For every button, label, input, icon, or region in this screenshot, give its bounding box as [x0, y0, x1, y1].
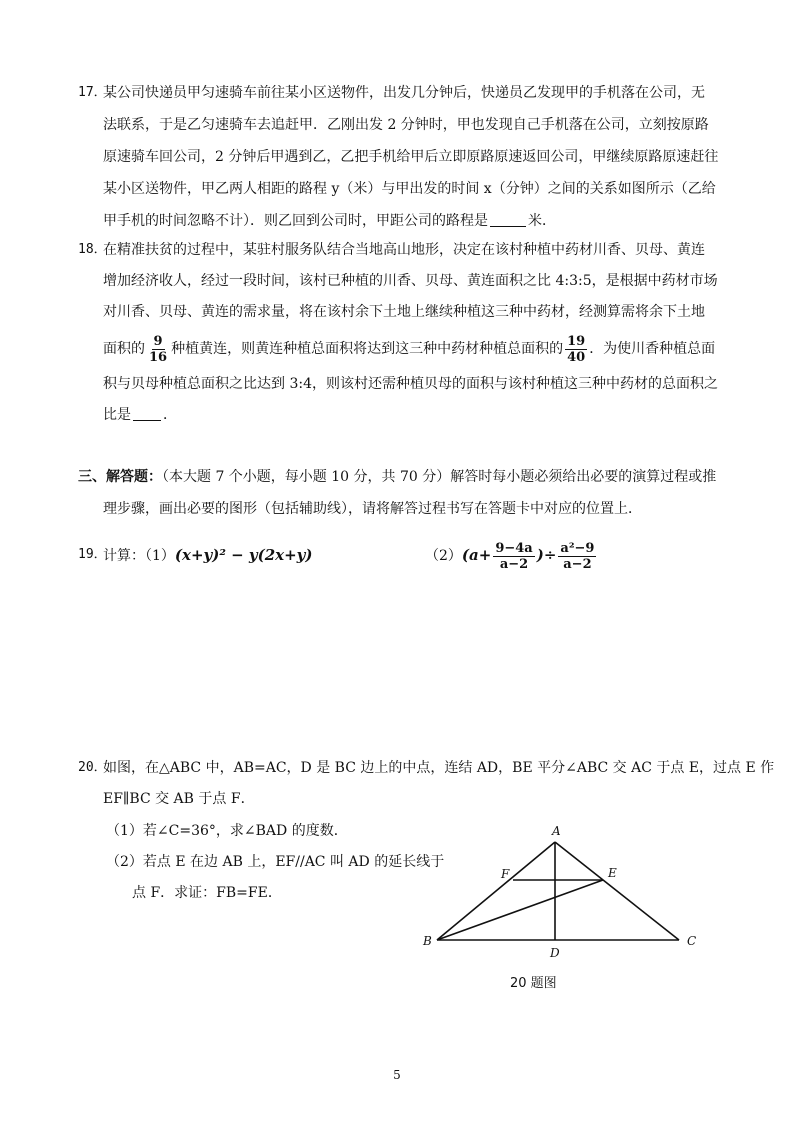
- q17-text-5: [103, 211, 556, 231]
- label-C: C: [687, 934, 697, 948]
- q17-number: 17．: [78, 85, 107, 100]
- q20-part1: （1）若∠C=36°，求∠BAD 的度数．: [106, 823, 348, 839]
- label-D: D: [550, 946, 560, 960]
- fraction-nineteen-fortieths: $\frac{19}{40}$: [567, 333, 586, 365]
- label-E: E: [608, 866, 617, 880]
- label-F: F: [501, 867, 510, 881]
- q18-text-6a: 比是: [103, 407, 131, 423]
- q19-number: 19．: [78, 547, 107, 562]
- section3-heading: [78, 467, 716, 487]
- q19-part1: [103, 540, 313, 571]
- q19-part2-mid: )÷: [536, 546, 557, 564]
- section3-text-2: 理步骤，画出必要的图形（包括辅助线），请将解答过程书写在答题卡中对应的位置上．: [103, 501, 642, 517]
- q17-text-5b: 米．: [528, 213, 556, 229]
- fraction-a2-minus-9-over-a-minus-2: $\frac{\text{a²−9}}{a-2}$: [560, 540, 595, 572]
- segment-BE: [437, 880, 603, 940]
- q19-part2: [425, 540, 598, 572]
- q17-text-1: 某公司快递员甲匀速骑车前往某小区送物件，出发几分钟后，快递员乙发现甲的手机落在公司，无: [103, 85, 705, 101]
- section3-title: 三、解答题：: [78, 469, 162, 485]
- q18-text-3: 对川香、贝母、黄连的需求量，将在该村余下土地上继续种植这三种中药材，经测算需将余下土地: [103, 304, 705, 320]
- q19-part2-open: (a+: [461, 546, 492, 564]
- q18-number: 18．: [78, 242, 107, 257]
- q19-part2-label: （2）: [425, 548, 462, 564]
- page-number: 5: [393, 1068, 401, 1082]
- triangle-figure: [415, 820, 715, 1010]
- section3-text-1: （本大题 7 个小题，每小题 10 分，共 70 分）解答时每小题必须给出必要的演算过程或推: [162, 469, 717, 485]
- label-B: B: [423, 934, 432, 948]
- q18-text-6b: ．: [163, 407, 177, 423]
- q17-text-2: 法联系，于是乙匀速骑车去追赶甲．乙刚出发 2 分钟时，甲也发现自己手机落在公司，立刻按原路: [103, 117, 709, 133]
- q18-text-4b: 种植黄连，则黄连种植总面积将达到这三种中药材种植总面积的: [171, 341, 564, 357]
- q19-label: 计算：: [103, 548, 145, 564]
- fraction-9-minus-4a-over-a-minus-2: $\frac{9-4a}{a-2}$: [495, 540, 533, 572]
- q17-text-3: 原速骑车回公司，2 分钟后甲遇到乙，乙把手机给甲后立即原路原速返回公司，甲继续原路原速赶往: [103, 149, 719, 165]
- q18-text-2: 增加经济收人，经过一段时间，该村已种植的川香、贝母、黄连面积之比 4:3:5，是根据中药材市场: [103, 273, 718, 289]
- q20-part2-text-a: （2）若点 E 在边 AB 上，EF//AC 叫 AD 的延长线于: [106, 854, 445, 870]
- q18-text-6: [103, 405, 177, 425]
- q19-part1-label: （1）: [145, 548, 175, 564]
- q18-text-1: 在精准扶贫的过程中，某驻村服务队结合当地高山地形，决定在该村种植中药材川香、贝母、黄连: [103, 242, 705, 258]
- q20-text-2: EF∥BC 交 AB 于点 F．: [103, 791, 255, 807]
- q20-part2-text-b: 点 F．求证：FB=FE．: [132, 885, 282, 901]
- fraction-nine-sixteenths: $\frac{9}{16}$: [149, 333, 168, 365]
- q18-answer-blank: [133, 406, 161, 421]
- q18-text-4c: ．为使川香种植总面: [589, 341, 716, 357]
- label-A: A: [552, 824, 561, 838]
- q18-text-4a: 面积的: [103, 341, 145, 357]
- q17-text-4: 某小区送物件，甲乙两人相距的路程 y（米）与甲出发的时间 x（分钟）之间的关系如图所示（乙给: [103, 181, 716, 197]
- q19-part1-expression: (x+y)² − y(2x+y): [174, 546, 313, 564]
- q20-number: 20．: [78, 760, 107, 775]
- q18-text-5: 积与贝母种植总面积之比达到 3:4，则该村还需种植贝母的面积与该村种植这三种中药材的总面积之: [103, 376, 718, 392]
- q17-text-5a: 甲手机的时间忽略不计）．则乙回到公司时，甲距公司的路程是: [103, 213, 488, 229]
- segment-AB: [437, 842, 555, 940]
- q18-text-4: [103, 332, 715, 366]
- figure-caption: 20 题图: [510, 976, 557, 991]
- q17-answer-blank: [490, 212, 526, 227]
- q20-text-1: 如图，在△ABC 中，AB=AC，D 是 BC 边上的中点，连结 AD，BE 平分∠ABC 交 AC 于点 E，过点 E 作: [103, 760, 775, 776]
